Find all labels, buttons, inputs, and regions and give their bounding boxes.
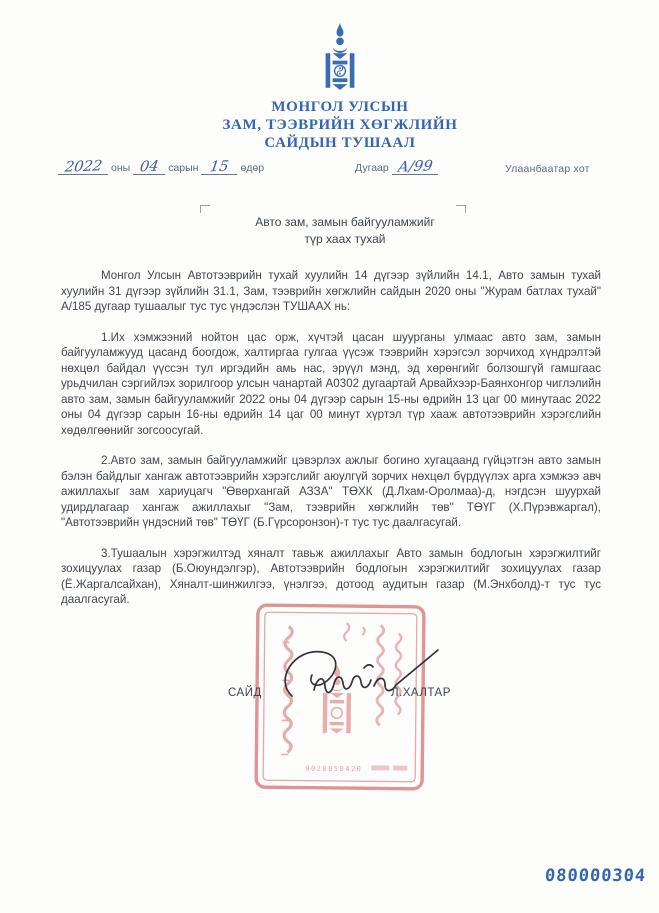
document-title-line2: түр хаах тухай bbox=[304, 232, 386, 246]
month-value: 04 bbox=[138, 158, 160, 176]
order-item-1: 1.Их хэмжээний нойтон цас орж, хүчтэй цасан шуурганы улмаас авто зам, замын байгууламжууд цасанд боогдож, халтиргаа гулгаа үүсэж тээврийн хэрэгсэл зорчиход хүндрэлтэй нөхцөл байдал үүссэн тул иргэдийн амь нас, эрүүл мэнд, эд хөрөнгийг болзошгүй гамшгаас урьдчилан сэргийлэх зорилгоор улсын чанартай А0302 дугаартай Арвайхээр-Баянхонгор чиглэлийн авто зам, замын байгууламжийг 2022 оны 04 дүгээр сарын 15-ны өдрийн 13 цаг 00 минутаас 2022 оны 04 дүгээр сарын 16-ны өдрийн 14 цаг 00 минут хүртэл түр хааж автотээврийн хэрэгслийн хөдөлгөөнийг зогсоосугай. bbox=[61, 330, 601, 437]
day-field bbox=[201, 158, 237, 176]
ministry-header bbox=[0, 98, 659, 152]
dateline bbox=[0, 155, 659, 183]
year-value: 2022 bbox=[63, 158, 103, 176]
signature-name-label: Л.ХАЛТАР bbox=[391, 687, 451, 699]
soyombo-emblem-icon bbox=[315, 22, 365, 96]
city-label: Улаанбаатар хот bbox=[505, 163, 590, 175]
document-title bbox=[180, 214, 510, 248]
year-suffix: оны bbox=[111, 162, 131, 174]
number-label: Дугаар bbox=[355, 162, 389, 174]
document-body bbox=[61, 268, 601, 623]
document-title-line1: Авто зам, замын байгууламжийг bbox=[255, 215, 435, 229]
year-field bbox=[58, 158, 108, 176]
number-value: А/99 bbox=[396, 158, 434, 176]
svg-text:9020050420: 9020050420 bbox=[305, 764, 363, 774]
ministry-header-line3: САЙДЫН ТУШААЛ bbox=[264, 135, 416, 151]
signature-role-label: САЙД bbox=[228, 687, 262, 699]
minister-signature bbox=[278, 638, 443, 718]
number-value-field bbox=[392, 158, 438, 176]
day-value: 15 bbox=[209, 158, 230, 176]
date-fields bbox=[55, 158, 265, 176]
ministry-header-line1: МОНГОЛ УЛСЫН bbox=[271, 99, 409, 115]
document-number-field bbox=[355, 158, 441, 176]
order-item-2: 2.Авто зам, замын байгууламжийг цэвэрлэх ажлыг богино хугацаанд гүйцэтгэн авто замын бэлэн байдлыг хангаж автотээврийн хэрэгслийг аюулгүй зорчих нөхцөл бүрдүүлэх арга хэмжээ авч ажиллахыг зам хариуцагч "Өвөрхангай АЗЗА" ТӨХК (Д.Лхам-Оролмаа)-д, нэгдсэн шуурхай удирдлагаар хангаж ажиллахыг "Зам, тээврийн хөгжлийн төв" ТӨҮГ (Х.Пүрэвжаргал), "Автотээврийн үндэсний төв" ТӨҮГ (Б.Гүрсоронзон)-т тус тус даалгасугай. bbox=[61, 454, 601, 529]
month-suffix: сарын bbox=[168, 162, 199, 174]
preamble-paragraph: Монгол Улсын Автотээврийн тухай хуулийн 14 дүгээр зүйлийн 14.1, Авто замын тухай хуулийн 31 дүгээр зүйлийн 31.1, Зам, тээврийн хөгжлийн сайдын 2020 оны "Журам батлах тухай" А/185 дугаар тушаалыг тус тус үндэслэн ТУШААХ нь: bbox=[61, 269, 601, 313]
title-corner-mark-left bbox=[200, 205, 210, 213]
month-field bbox=[133, 158, 165, 176]
day-suffix: өдөр bbox=[240, 162, 265, 174]
registration-number: 080000304 bbox=[544, 866, 647, 886]
title-corner-mark-right bbox=[456, 205, 466, 213]
order-item-3: 3.Тушаалын хэрэгжилтэд хяналт тавьж ажиллахыг Авто замын бодлогын хэрэгжилтийг зохицуулах газар (Б.Оюундэлгэр), Автотээврийн бодлогын хэрэгжилтийг зохицуулах газар (Ё.Жаргалсайхан), Хяналт-шинжилгээ, үнэлгээ, дотоод аудитын газар (М.Энхболд)-т тус тус даалгасугай. bbox=[61, 546, 601, 606]
ministry-header-line2: ЗАМ, ТЭЭВРИЙН ХӨГЖЛИЙН bbox=[222, 117, 458, 133]
